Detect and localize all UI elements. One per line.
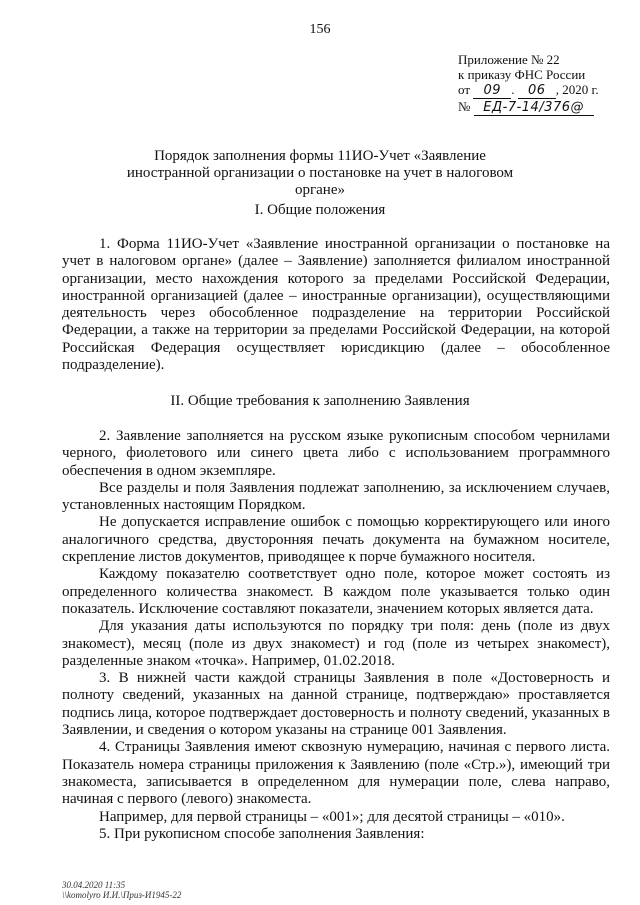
paragraph: 4. Страницы Заявления имеют сквозную нумерацию, начиная с первого листа. Показатель номера страницы приложения к Заявлению (поле «Стр.»), имеющий три знакоместа, записывается в определенном для нумерации поле, слева направо, начиная с первого (левого) знакоместа. xyxy=(62,739,610,808)
page-number: 156 xyxy=(309,22,331,37)
paragraph: Все разделы и поля Заявления подлежат заполнению, за исключением случаев, установленных настоящим Порядком. xyxy=(62,479,610,514)
date-prefix: от xyxy=(458,82,471,97)
paragraph: Каждому показателю соответствует одно поле, которое может состоять из определенного количества знакомест. В каждом поле указывается только один показатель. Исключение составляют показатели, значением которых является дата. xyxy=(62,566,610,617)
appendix-block xyxy=(458,52,599,116)
date-month: 06 xyxy=(518,83,556,99)
section-1-body xyxy=(62,236,610,374)
paragraph: 3. В нижней части каждой страницы Заявления в поле «Достоверность и полноту сведений, указанных на данной странице, подтверждаю» проставляется подпись лица, которое подтверждает достоверность и полноту сведений, указанных в Заявлении, и сведения о котором указаны на странице 001 Заявления. xyxy=(62,670,610,739)
footer-stamp xyxy=(62,880,181,900)
date-day: 09 xyxy=(473,83,511,99)
paragraph: 1. Форма 11ИО-Учет «Заявление иностранной организации о постановке на учет в налоговом органе» (далее – Заявление) заполняется филиалом иностранной организации, место нахождения которого за пределами Российской Федерации, иностранной организацией (далее – иностранные организации), осуществляющими деятельность через обособленное подразделение на территории Российской Федерации, а также на территории за пределами Российской Федерации, на которой Российская Федерация осуществляет юрисдикцию (далее – обособленное подразделение). xyxy=(62,236,610,374)
appendix-line1: Приложение № 22 xyxy=(458,52,560,67)
date-year: 2020 г. xyxy=(562,82,599,97)
paragraph: Не допускается исправление ошибок с помощью корректирующего или иного аналогичного средства, двусторонняя печать документа на бумажном носителе, скрепление листов документов, приводящее к порче бумажного носителя. xyxy=(62,514,610,566)
title-line2: иностранной организации о постановке на учет в налоговом органе» xyxy=(126,165,514,198)
document-title xyxy=(100,148,540,199)
section-2-body xyxy=(62,428,610,843)
appendix-date: от 09 . 06 , 2020 г. xyxy=(458,82,599,98)
title-line1: Порядок заполнения формы 11ИО-Учет «Заявление xyxy=(154,148,486,164)
section-2-heading: II. Общие требования к заполнению Заявления xyxy=(170,393,470,409)
order-number: ЕД-7-14/376@ xyxy=(474,100,594,116)
number-prefix: № xyxy=(458,99,471,114)
paragraph: Например, для первой страницы – «001»; для десятой страницы – «010». xyxy=(99,808,565,825)
paragraph: Для указания даты используются по порядку три поля: день (поле из двух знакомест), месяц (поле из двух знакомест) и год (поле из четырех знакомест), разделенные знаком «точка». Например, 01.02.2018. xyxy=(62,618,610,669)
section-1-heading: I. Общие положения xyxy=(254,202,386,218)
paragraph: 2. Заявление заполняется на русском языке рукописным способом чернилами черного, фиолетового или синего цвета либо с использованием программного обеспечения в одном экземпляре. xyxy=(62,428,610,479)
footer-line2: \\komolyro И.И.\Приз-И1945-22 xyxy=(62,890,182,900)
paragraph: 5. При рукописном способе заполнения Заявления: xyxy=(99,825,425,842)
footer-line1: 30.04.2020 11:35 xyxy=(62,880,126,890)
appendix-line2: к приказу ФНС России xyxy=(458,67,586,82)
appendix-number xyxy=(458,99,599,116)
